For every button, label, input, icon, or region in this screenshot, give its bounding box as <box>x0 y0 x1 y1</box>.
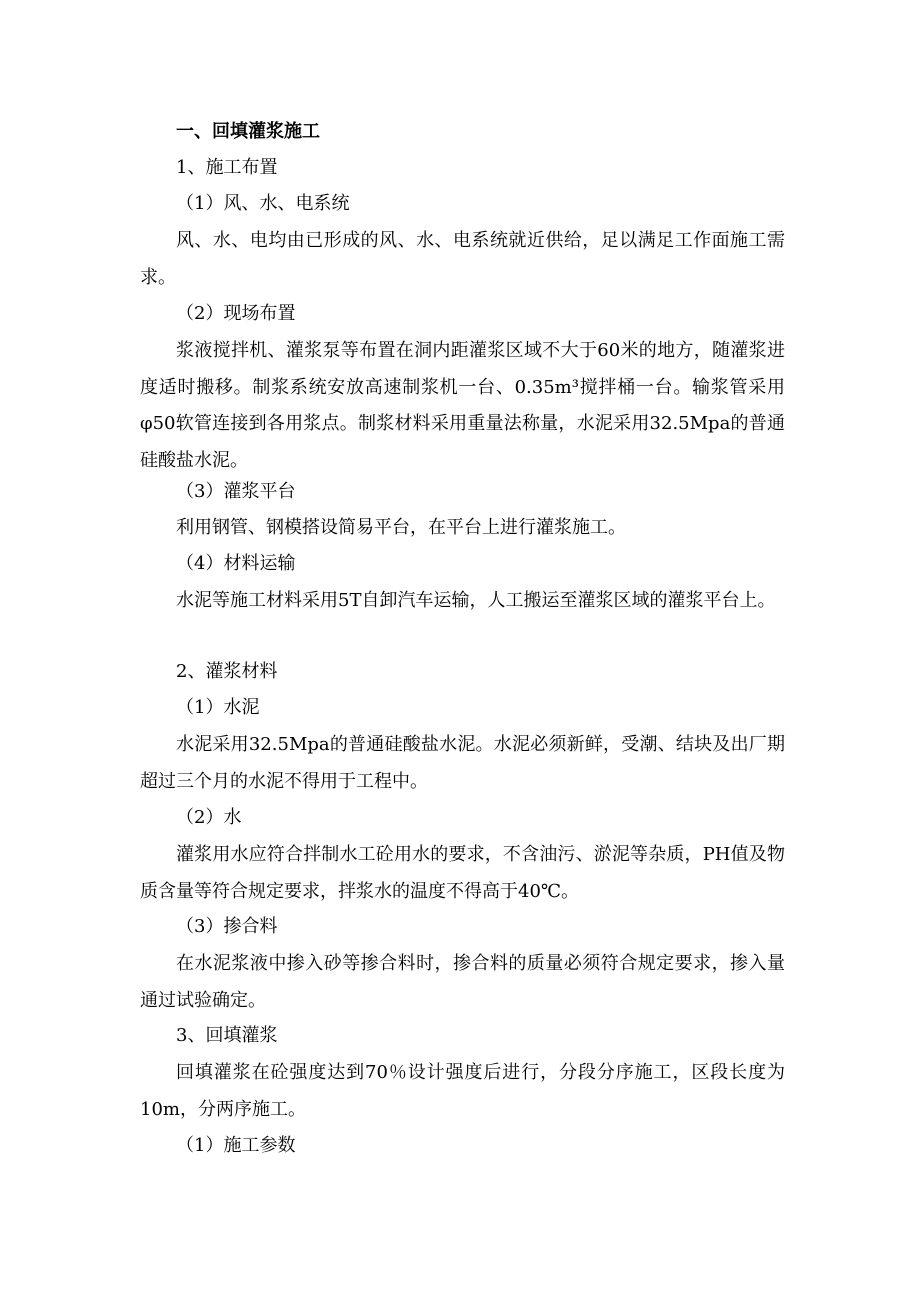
subsection-title-grouting-materials: 2、灌浆材料 <box>176 661 278 682</box>
paragraph-water: 灌浆用水应符合拌制水工砼用水的要求，不含油污、淤泥等杂质，PH值及物质含量等符合规定要求，拌浆水的温度不得高于40℃。 <box>140 844 785 902</box>
section-title: 一、回填灌浆施工 <box>176 121 320 142</box>
item-title-admixture: （3）掺合料 <box>176 916 278 937</box>
paragraph-backfill-grouting: 回填灌浆在砼强度达到70％设计强度后进行，分段分序施工，区段长度为10m，分两序施工。 <box>140 1062 785 1120</box>
item-title-site-layout: （2）现场布置 <box>176 303 296 324</box>
subsection-title-construction-layout: 1、施工布置 <box>176 157 278 178</box>
paragraph-grouting-platform: 利用钢管、钢模搭设简易平台，在平台上进行灌浆施工。 <box>176 517 626 538</box>
paragraph-utilities: 风、水、电均由已形成的风、水、电系统就近供给，足以满足工作面施工需求。 <box>140 230 785 288</box>
paragraph-material-transport: 水泥等施工材料采用5T自卸汽车运输，人工搬运至灌浆区域的灌浆平台上。 <box>176 590 776 611</box>
item-title-water: （2）水 <box>176 807 242 828</box>
paragraph-cement: 水泥采用32.5Mpa的普通硅酸盐水泥。水泥必须新鲜，受潮、结块及出厂期超过三个月的水泥不得用于工程中。 <box>140 734 785 792</box>
subsection-title-backfill-grouting: 3、回填灌浆 <box>176 1025 278 1046</box>
item-title-cement: （1）水泥 <box>176 697 260 718</box>
item-title-material-transport: （4）材料运输 <box>176 553 296 574</box>
item-title-utilities: （1）风、水、电系统 <box>176 193 350 214</box>
item-title-grouting-platform: （3）灌浆平台 <box>176 481 296 502</box>
item-title-construction-parameters: （1）施工参数 <box>176 1135 296 1156</box>
paragraph-site-layout: 浆液搅拌机、灌浆泵等布置在洞内距灌浆区域不大于60米的地方，随灌浆进度适时搬移。制浆系统安放高速制浆机一台、0.35m³搅拌桶一台。输浆管采用 φ50软管连接到各用浆点。制浆材料采用重量法称量，水泥采用32.5Mpa的普通硅酸盐水泥。 <box>140 340 785 471</box>
paragraph-admixture: 在水泥浆液中掺入砂等掺合料时，掺合料的质量必须符合规定要求，掺入量通过试验确定。 <box>140 953 785 1011</box>
